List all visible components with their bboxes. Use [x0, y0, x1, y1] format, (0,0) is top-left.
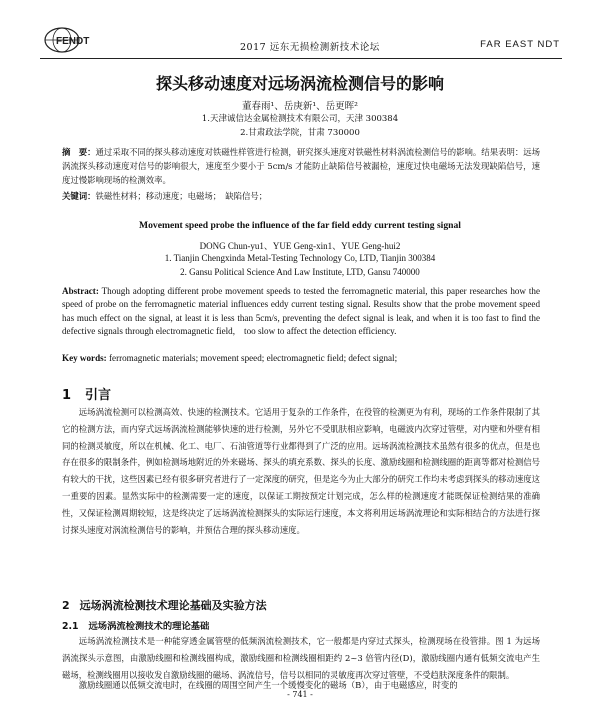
keywords-en	[62, 352, 540, 365]
abstract-cn	[62, 145, 540, 187]
authors-en: DONG Chun-yu1、YUE Geng-xin1、YUE Geng-hui2	[199, 241, 401, 251]
logo-text: FENDT	[56, 36, 90, 47]
subsection-2-1-number: 2.1	[62, 621, 79, 632]
conference-name: 2017 远东无损检测新技术论坛	[240, 42, 380, 53]
abstract-cn-text: 通过采取不同的探头移动速度对铁磁性样管进行检测，研究探头速度对铁磁性材料涡流检测信号的影响。结果表明：远场涡流探头移动速度对信号的影响很大，速度至少要小于 5cm/s 才能防止缺陷信号被漏检，速度过快电磁场无法发现缺陷信号，速度过慢影响现场的检测效率。	[62, 147, 540, 185]
keywords-cn-label: 关键词：	[62, 191, 96, 201]
keywords-en-text: ferromagnetic materials; movement speed; electromagnetic field; defect signal;	[109, 353, 398, 363]
authors-cn: 董春雨¹、岳庚新¹、岳更晖²	[242, 101, 358, 112]
fendt-logo-icon	[42, 26, 106, 54]
section-1-paragraph: 远场涡流检测可以检测高效、快速的检测技术。它适用于复杂的工作条件，在役管的检测更为有利，现场的工作条件限制了其它的检测方法，而内穿式远场涡流检测能够快速的进行检测，另外它不受肌肤相应影响，电磁波内次穿过管壁，对内壁和外壁有相同的检测灵敏度，所以在机械、化工、电厂、石油管道等行业都得到了广泛的应用。远场涡流检测技术虽然有很多的优点，但是也存在很多的限制条件，例如检测场地附近的外来磁场、探头的填充系数、探头的长度、激励线圈和检测线圈的距离等都对检测信号有较大的干扰，这些因素已经有很多研究者进行了一定深度的研究，但是迄今为止大部分的研究工作均未考虑到探头的移动速度这一重要的因素。显然实际中的检测需要一定的速度，以保证工期按预定计划完成，怎么样的检测速度才能既保证检测结果的准确性，又保证检测周期较短，这是终决定了远场涡流检测探头的实际运行速度，本文将利用远场涡流理论和实际相结合的方法进行探讨探头速度对涡流检测信号的影响，并预估合理的探头移动速度。	[62, 407, 540, 535]
paper-title-en: Movement speed probe the influence of the far field eddy current testing signal	[139, 220, 461, 231]
affiliation-cn-2: 2.甘肃政法学院，甘肃 730000	[240, 128, 360, 138]
affiliation-en-2: 2. Gansu Political Science And Law Institute, LTD, Gansu 740000	[180, 267, 420, 277]
section-2-paragraph-2: 激励线圈通以低频交流电时，在线圈的周围空间产生一个缓慢变化的磁场（B），由于电磁感应，时变的	[78, 680, 458, 690]
abstract-en-label: Abstract:	[62, 286, 99, 296]
abstract-en-text: Though adopting different probe movement speeds to tested the ferromagnetic material, this paper researches how the speed of probe on the ferromagnetic material influences eddy current testing signal. Results show that the probe movement speed has much effect on the signal, at least it is less than 5cm/s, preventing the defect signal is leak, and when it is too fast to find the defective signals through electromagnetic field, too slow to affect the detection efficiency.	[62, 286, 540, 336]
keywords-cn-text: 铁磁性材料；移动速度；电磁场； 缺陷信号；	[95, 191, 268, 201]
affiliation-cn-1: 1.天津诚信达金属检测技术有限公司，天津 300384	[201, 114, 399, 124]
section-1-number: 1	[62, 388, 72, 403]
abstract-cn-label: 摘 要：	[62, 147, 96, 157]
section-1-heading	[62, 384, 111, 403]
section-2-heading	[62, 597, 267, 613]
header-right-text: FAR EAST NDT	[480, 39, 560, 50]
section-2-number: 2	[62, 599, 70, 612]
subsection-2-1-title: 远场涡流检测技术的理论基础	[88, 621, 210, 632]
page-header	[40, 24, 562, 59]
paper-title-cn: 探头移动速度对远场涡流检测信号的影响	[155, 74, 444, 93]
page-number: - 741 -	[287, 690, 313, 699]
section-1-title: 引言	[85, 388, 112, 403]
keywords-en-label: Key words:	[62, 353, 107, 363]
subsection-2-1-heading	[62, 618, 209, 632]
keywords-cn	[62, 189, 540, 203]
affiliation-en-1: 1. Tianjin Chengxinda Metal-Testing Technology Co, LTD, Tianjin 300384	[164, 253, 436, 263]
abstract-en	[62, 285, 540, 338]
section-2-title: 远场涡流检测技术理论基础及实验方法	[79, 599, 267, 612]
section-2-paragraph-1: 远场涡流检测技术是一种能穿透金属管壁的低频涡流检测技术，它一般都是内穿过式探头，检测现场在役管排。图 1 为远场涡流探头示意图，由激励线圈和检测线圈构成，激励线圈和检测线圈相距约 2~3 倍管内径(D)，激励线圈内通有低频交流电产生磁场，检测线圈用以接收发自激励线圈的磁场、涡流信号，信号以相同的灵敏度再次穿过管壁，不受趋肤深度条件的限制。	[62, 636, 540, 680]
